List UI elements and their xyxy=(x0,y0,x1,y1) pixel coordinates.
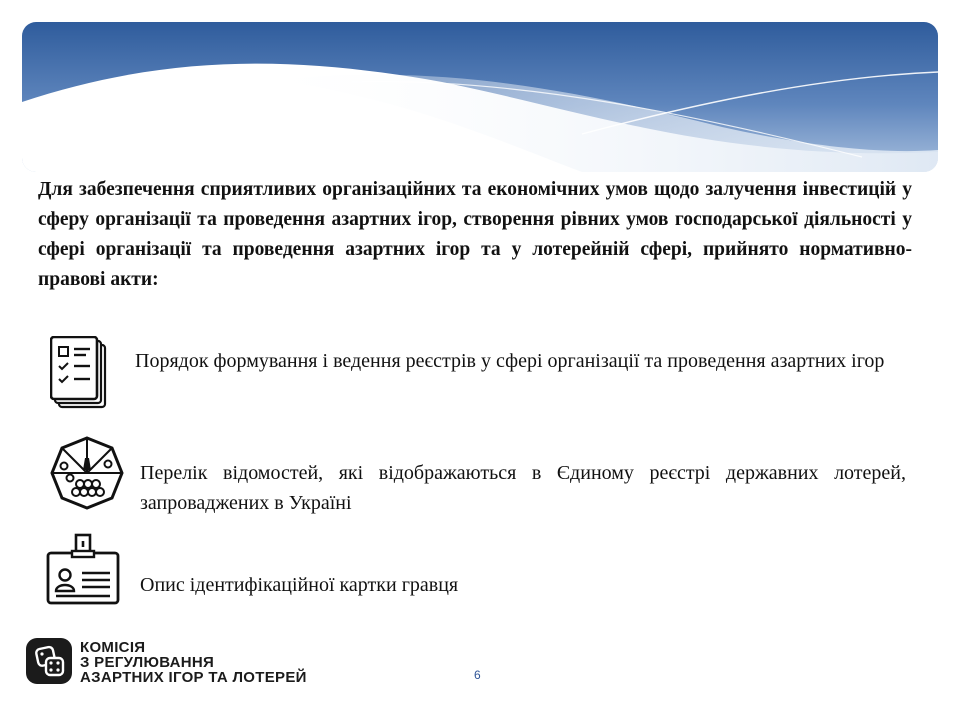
list-item-text: Порядок формування і ведення реєстрів у сфері організації та проведення азартних ігор xyxy=(135,350,885,372)
intro-paragraph: Для забезпечення сприятливих організаційних та економічних умов щодо залучення інвестицій у сферу організації та проведення азартних ігор, створення рівних умов господарської діяльності у сфері організації та проведення азартних ігор та у лотерейній сфері, прийнято нормативно-правові акти: xyxy=(38,179,912,290)
logo-line: АЗАРТНИХ ІГОР ТА ЛОТЕРЕЙ xyxy=(80,669,307,686)
logo-line: КОМІСІЯ xyxy=(80,639,146,656)
lottery-drum-icon xyxy=(50,436,124,510)
commission-logo xyxy=(26,638,326,690)
logo-wordmark xyxy=(80,640,307,685)
list-item-text: Опис ідентифікаційної картки гравця xyxy=(140,574,459,596)
checklist-icon xyxy=(50,336,110,410)
logo-line: З РЕГУЛЮВАННЯ xyxy=(80,654,215,671)
page-number: 6 xyxy=(474,668,481,682)
dice-logo-icon xyxy=(26,638,72,684)
header-banner xyxy=(22,22,938,172)
id-badge-icon xyxy=(46,533,120,605)
list-item-text: Перелік відомостей, які відображаються в Єдиному реєстрі державних лотерей, запроваджених в Україні xyxy=(140,462,906,514)
